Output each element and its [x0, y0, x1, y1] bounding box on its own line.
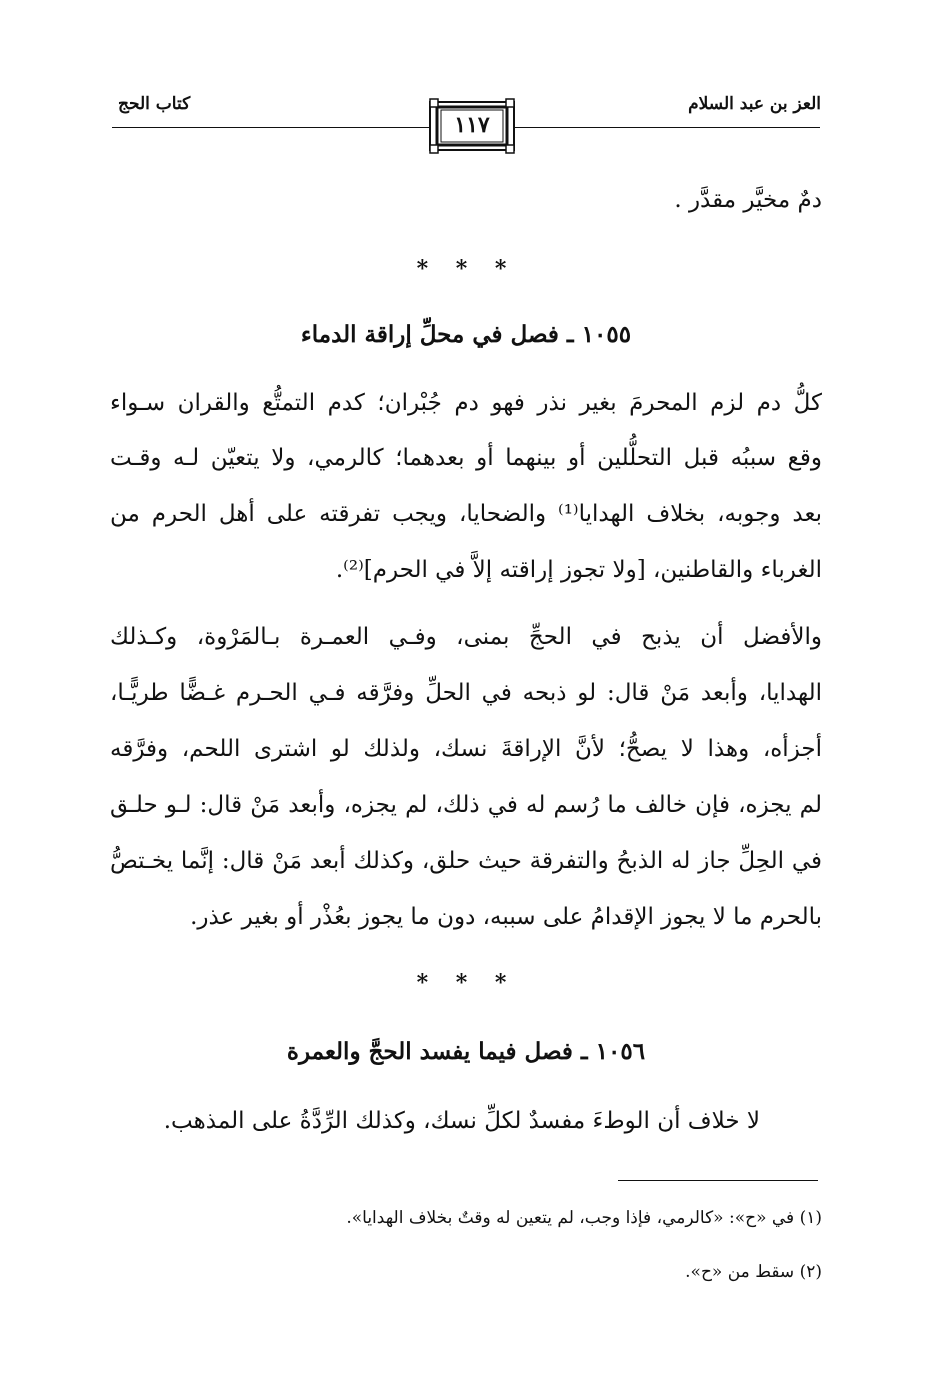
- text-line: كلُّ دم لزم المحرمَ بغير نذر فهو دم جُبْران؛ كدم التمتُّع والقران سـواء: [110, 390, 822, 416]
- paragraph-line: بعد وجوبه، بخلاف الهدايا⁽¹⁾ والضحايا، ويجب تفرقته على أهل الحرم من: [110, 501, 822, 527]
- paragraph-line: والأفضل أن يذبح في الحجِّ بمنى، وفـي العمـرة بـالمَرْوة، وكـذلك: [110, 624, 822, 650]
- section-heading-1056: ١٠٥٦ ـ فصل فيما يفسد الحجَّ والعمرة: [286, 1038, 646, 1065]
- section-heading-1055: ١٠٥٥ ـ فصل في محلِّ إراقة الدماء: [300, 321, 632, 348]
- paragraph-line: بالحرم ما لا يجوز الإقدامُ على سببه، دون ما يجوز بعُذْر أو بغير عذر.: [190, 904, 822, 930]
- paragraph-line: لم يجزه، فإن خالف ما رُسم له في ذلك، لم يجزه، وأبعد مَنْ قال: لـو حلـق: [110, 792, 822, 818]
- paragraph-line: وقع سببُه قبل التحلُّلين أو بينهما أو بعدهما؛ كالرمي، ولا يتعيّن لـه وقـت: [110, 445, 822, 471]
- continuation-line: دمٌ مخيَّر مقدَّر .: [674, 187, 822, 213]
- paragraph-line: لا خلاف أن الوطءَ مفسدٌ لكلِّ نسك، وكذلك الرِّدَّةُ على المذهب.: [163, 1108, 760, 1134]
- paragraph-line: [110, 386, 822, 420]
- section-separator: * * *: [416, 970, 517, 996]
- footnote-rule: [618, 1180, 818, 1181]
- section-separator: * * *: [416, 256, 517, 282]
- header-book-section: كتاب الحج: [118, 94, 191, 114]
- header-author: العز بن عبد السلام: [688, 94, 821, 114]
- page-number: ١١٧: [454, 112, 490, 138]
- footnote: (٢) سقط من «ح».: [685, 1262, 822, 1282]
- paragraph-line: الغرباء والقاطنين، [ولا تجوز إراقته إلاَّ في الحرم]⁽²⁾.: [335, 557, 822, 583]
- footnote: (١) في «ح»: «كالرمي، فإذا وجب، لم يتعين له وقتٌ بخلاف الهدايا».: [346, 1208, 822, 1228]
- paragraph-line: أجزأه، وهذا لا يصحُّ؛ لأنَّ الإراقةَ نسك، ولذلك لو اشترى اللحم، وفرَّقه: [110, 736, 822, 762]
- paragraph-line: الهدايا، وأبعد مَنْ قال: لو ذبحه في الحلِّ وفرَّقه فـي الحـرم غـضًّا طريًّـا،: [110, 680, 822, 706]
- page-number-frame: [429, 98, 515, 154]
- paragraph-line: في الحِلِّ جاز له الذبحُ والتفرقة حيث حلق، وكذلك أبعد مَنْ قال: إنَّما يخـتصُّ: [110, 848, 822, 874]
